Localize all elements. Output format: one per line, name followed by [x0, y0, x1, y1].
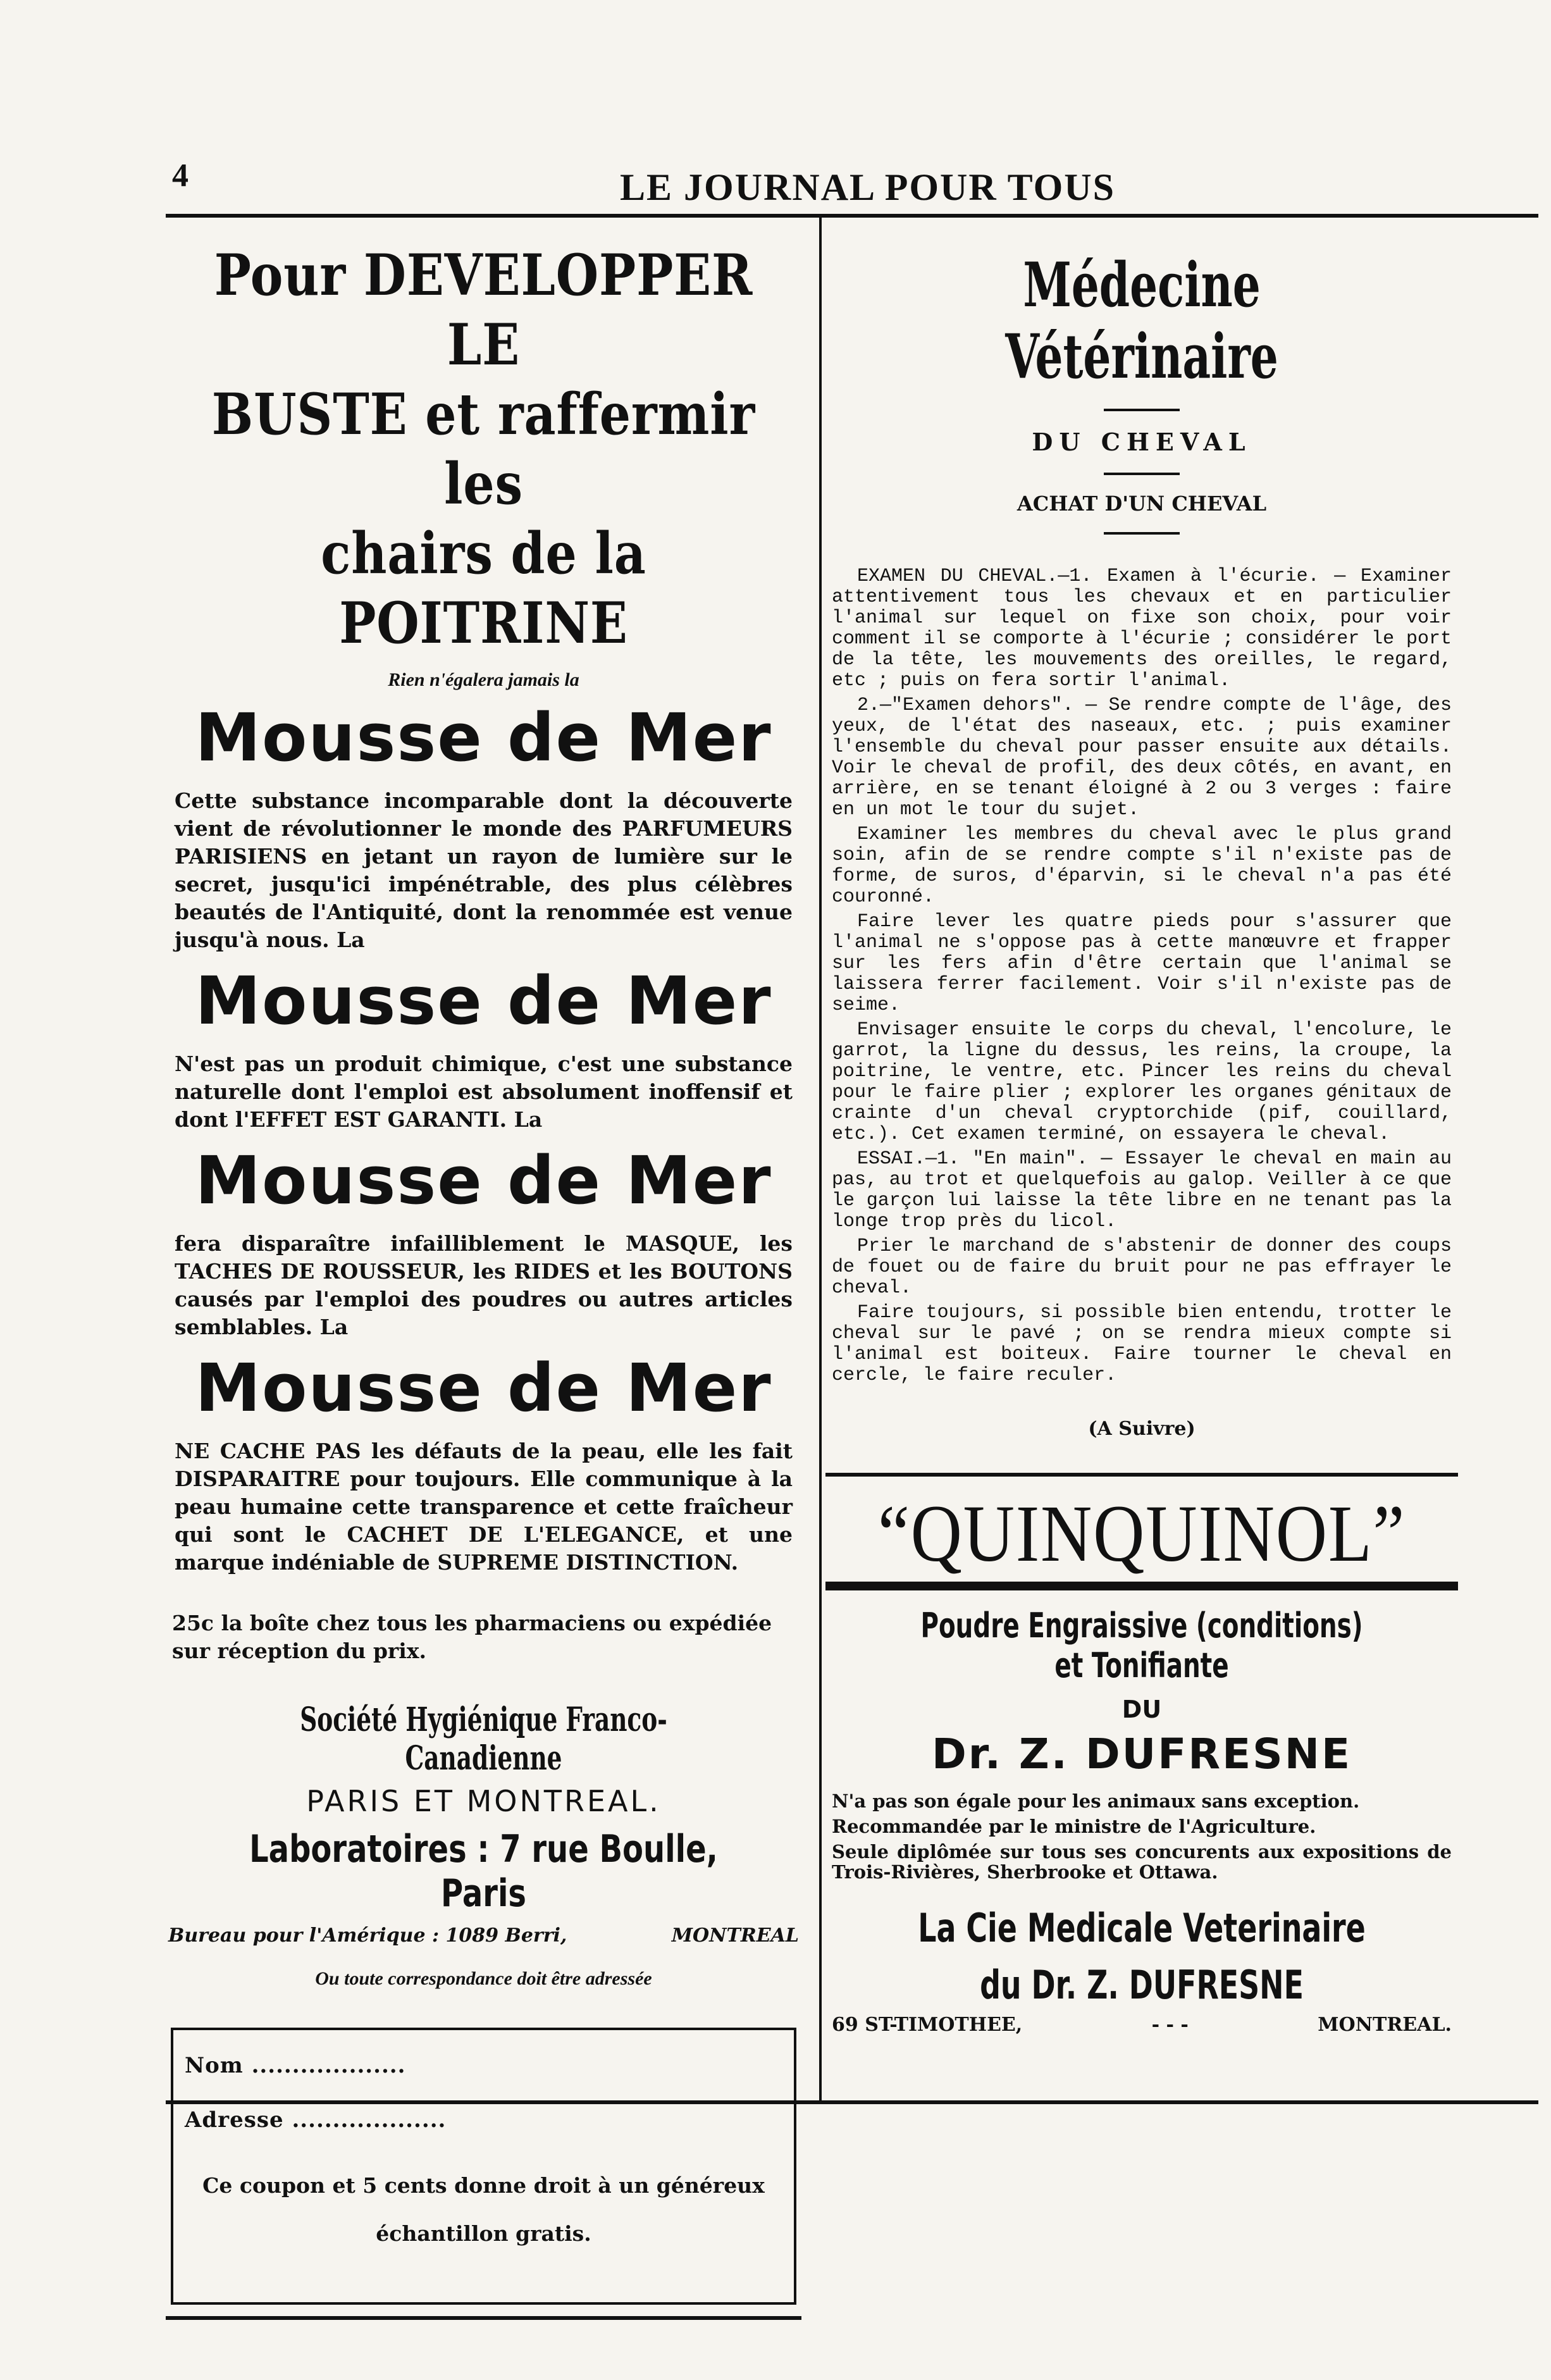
product-name: Mousse de Mer	[195, 699, 772, 776]
article-paragraph: 2.—"Examen dehors". — Se rendre compte de l'âge, des yeux, de l'état des naseaux, etc. ; puis examiner l'ensemble du cheval pour passer ensuite aux détails. Voir le cheval de profil, des deux côtés, en avant, en arrière, en se tenant éloigné à 2 ou 3 verges : faire en un mot le tour du sujet.	[832, 695, 1452, 821]
price-line: 25c la boîte chez tous les pharmaciens ou expédiée sur réception du prix.	[172, 1611, 772, 1663]
to-be-continued: (A Suivre)	[1088, 1418, 1196, 1440]
coupon-box	[171, 2028, 796, 2305]
quinquinol-tagline: Poudre Engraissive (conditions) et Tonifiante	[920, 1606, 1363, 1685]
headline-line: Pour DEVELOPPER LE	[214, 242, 753, 378]
coupon-text: Ce coupon et 5 cents donne droit à un généreux échantillon gratis.	[202, 2173, 765, 2246]
left-bottom-rule	[166, 2316, 801, 2320]
column-divider	[819, 218, 822, 2103]
ad-top-rule	[825, 1473, 1458, 1477]
article-paragraph: EXAMEN DU CHEVAL.—1. Examen à l'écurie. — Examiner attentivement tous les chevaux et en particulier l'animal sur lequel on fixe son choix, pour voir comment il se comporte à l'écurie ; considérer le port de la tête, les mouvements des oreilles, le regard, etc ; puis on fera sortir l'animal.	[832, 566, 1452, 691]
journal-title: LE JOURNAL POUR TOUS	[620, 166, 1115, 208]
company-block	[908, 1900, 1376, 2014]
quinquinol-advertisement	[825, 1473, 1458, 2036]
quinquinol-line: Recommandée par le ministre de l'Agriculture.	[832, 1816, 1316, 1837]
article-title: Médecine Vétérinaire	[1005, 249, 1278, 392]
ad-paragraph: fera disparaître infailliblement le MASQUE, les TACHES DE ROUSSEUR, les RIDES et les BOUTONS causés par l'emploi des poudres ou autres articles semblables. La	[175, 1231, 793, 1339]
company-city: MONTREAL.	[1318, 2014, 1452, 2036]
bureau-city: MONTREAL	[671, 1924, 799, 1947]
article-paragraph: ESSAI.—1. "En main". — Essayer le cheval en main au pas, au trot et quelquefois au galop. Veiller à ce que le garçon lui laisse la tête libre en ne tenant pas la longe trop près du licol.	[832, 1148, 1452, 1232]
doctor-name: Dr. Z. DUFRESNE	[931, 1730, 1352, 1778]
header-rule	[166, 214, 1538, 218]
address-dashes: - - -	[1151, 2014, 1189, 2036]
coupon-address-label: Adresse	[185, 2107, 284, 2133]
ad-tagline: Rien n'égalera jamais la	[388, 669, 579, 690]
ad-headline	[210, 240, 757, 658]
product-name: Mousse de Mer	[195, 1349, 772, 1427]
quinquinol-product-name: “QUINQUINOL”	[877, 1489, 1406, 1578]
company-line: du Dr. Z. DUFRESNE	[980, 1962, 1304, 2008]
quinquinol-du: DU	[1122, 1695, 1162, 1723]
mousse-de-mer-advertisement	[166, 234, 801, 2320]
article-section-title: ACHAT D'UN CHEVAL	[1016, 492, 1267, 516]
headline-line: chairs de la POITRINE	[321, 520, 646, 657]
bureau-row	[166, 1924, 801, 1947]
article-paragraph: Prier le marchand de s'abstenir de donner des coups de fouet ou de faire du bruit pour ne pas effrayer le cheval.	[832, 1236, 1452, 1299]
quinquinol-line: N'a pas son égale pour les animaux sans exception.	[832, 1790, 1360, 1812]
company-line: La Cie Medicale Veterinaire	[918, 1905, 1366, 1951]
coupon-dots: ...................	[251, 2053, 406, 2078]
headline-line: BUSTE et raffermir les	[211, 381, 756, 518]
page-number: 4	[172, 158, 188, 194]
company-cities: PARIS ET MONTREAL.	[306, 1784, 661, 1818]
section-rule	[1104, 532, 1180, 535]
ad-paragraph: N'est pas un produit chimique, c'est une substance naturelle dont l'emploi est absolument inoffensif et dont l'EFFET EST GARANTI. La	[175, 1051, 793, 1132]
article-subtitle: DU CHEVAL	[1032, 428, 1252, 456]
article-body	[825, 566, 1458, 1386]
page-bottom-rule	[166, 2100, 1538, 2104]
coupon-dots: ...................	[292, 2107, 447, 2133]
ad-paragraph: Cette substance incomparable dont la découverte vient de révolutionner le monde des PARFUMEURS PARISIENS en jetant un rayon de lumière sur le secret, jusqu'ici impénétrable, des plus célèbres beautés de l'Antiquité, dont la renommée est venue jusqu'à nous. La	[175, 788, 793, 952]
company-name: Société Hygiénique Franco-Canadienne	[300, 1701, 667, 1778]
laboratory-address: Laboratoires : 7 rue Boulle, Paris	[249, 1827, 718, 1916]
right-column	[825, 234, 1458, 2036]
bureau-address: Bureau pour l'Amérique : 1089 Berri,	[168, 1924, 567, 1947]
subtitle-rule	[1104, 473, 1180, 475]
quinquinol-body	[825, 1791, 1458, 1882]
company-address-row	[825, 2014, 1458, 2036]
article-paragraph: Envisager ensuite le corps du cheval, l'encolure, le garrot, la ligne du dessus, les reins, la croupe, la poitrine, le ventre, etc. Pincer les reins du cheval pour le faire plier ; explorer les organes génitaux de crainte d'un cheval cryptorchide (pif, couillard, etc.). Cet examen terminé, on essayera le cheval.	[832, 1019, 1452, 1145]
ad-paragraph: NE CACHE PAS les défauts de la peau, elle les fait DISPARAITRE pour toujours. Elle communique à la peau humaine cette transparence et cette fraîcheur qui sont le CACHET DE L'ELEGANCE, et une marque indéniable de SUPREME DISTINCTION.	[175, 1439, 793, 1575]
coupon-address-line	[185, 2107, 782, 2133]
coupon-name-line	[185, 2053, 782, 2078]
title-rule	[1104, 409, 1180, 411]
company-address: 69 ST-TIMOTHEE,	[832, 2014, 1023, 2036]
coupon-name-label: Nom	[185, 2053, 244, 2078]
product-name: Mousse de Mer	[195, 1142, 772, 1219]
article-paragraph: Faire lever les quatre pieds pour s'assurer que l'animal ne s'oppose pas à cette manœuvre et frapper sur les fers afin d'être certain que l'animal se laissera ferrer facilement. Voir s'il n'existe pas de seime.	[832, 911, 1452, 1016]
correspondence-note: Ou toute correspondance doit être adressée	[315, 1968, 652, 1989]
product-name: Mousse de Mer	[195, 962, 772, 1039]
article-paragraph: Examiner les membres du cheval avec le plus grand soin, afin de se rendre compte s'il n'existe pas de forme, de suros, d'éparvin, si le cheval n'a pas été couronné.	[832, 824, 1452, 908]
quinquinol-line: Seule diplômée sur tous ses concurents aux expositions de Trois-Rivières, Sherbrooke et Ottawa.	[832, 1841, 1452, 1883]
article-paragraph: Faire toujours, si possible bien entendu, trotter le cheval sur le pavé ; on se rendra mieux compte si l'animal est boiteux. Faire tourner le cheval en cercle, le faire reculer.	[832, 1302, 1452, 1386]
ad-heavy-rule	[825, 1582, 1458, 1590]
